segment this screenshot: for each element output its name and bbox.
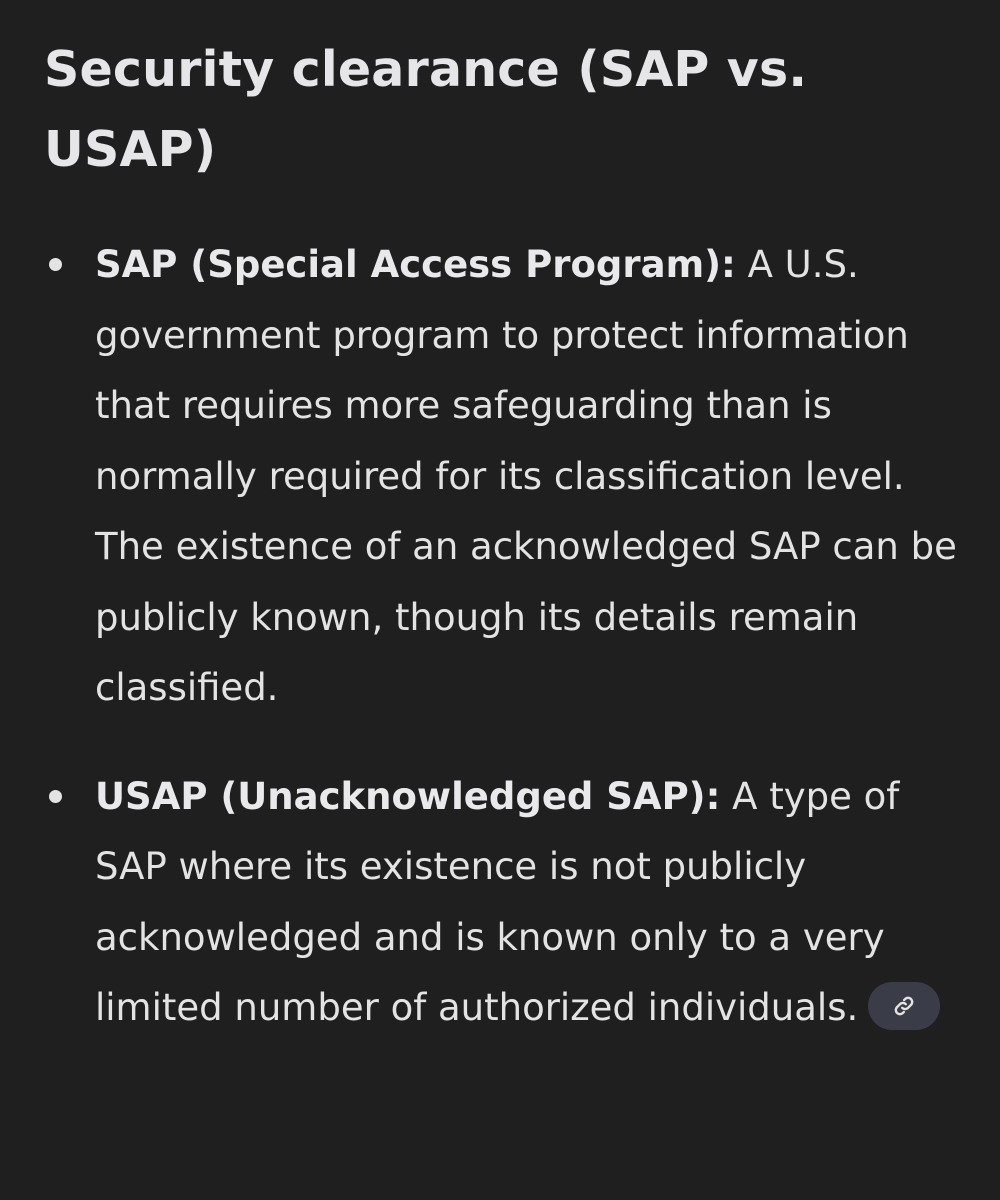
term-label: USAP (Unacknowledged SAP): — [95, 774, 721, 818]
section-heading: Security clearance (SAP vs. USAP) — [44, 41, 808, 178]
definition-text: A type of SAP where its existence is not publicly acknowledged and is known only to a very limited number of authorized individuals. — [95, 774, 900, 1029]
source-link-button[interactable] — [868, 982, 940, 1030]
definition-list — [44, 230, 960, 1044]
term-label: SAP (Special Access Program): — [95, 243, 736, 286]
bullet-icon — [49, 790, 62, 803]
definition-text: A U.S. government program to protect information that requires more safeguarding than is normally required for its classification level. The existence of an acknowledged SAP can be publicly known, though its details remain classified. — [95, 243, 957, 709]
list-item-sap — [44, 230, 960, 724]
link-icon — [893, 995, 915, 1017]
list-item-usap — [44, 762, 960, 1044]
bullet-icon — [49, 258, 62, 271]
